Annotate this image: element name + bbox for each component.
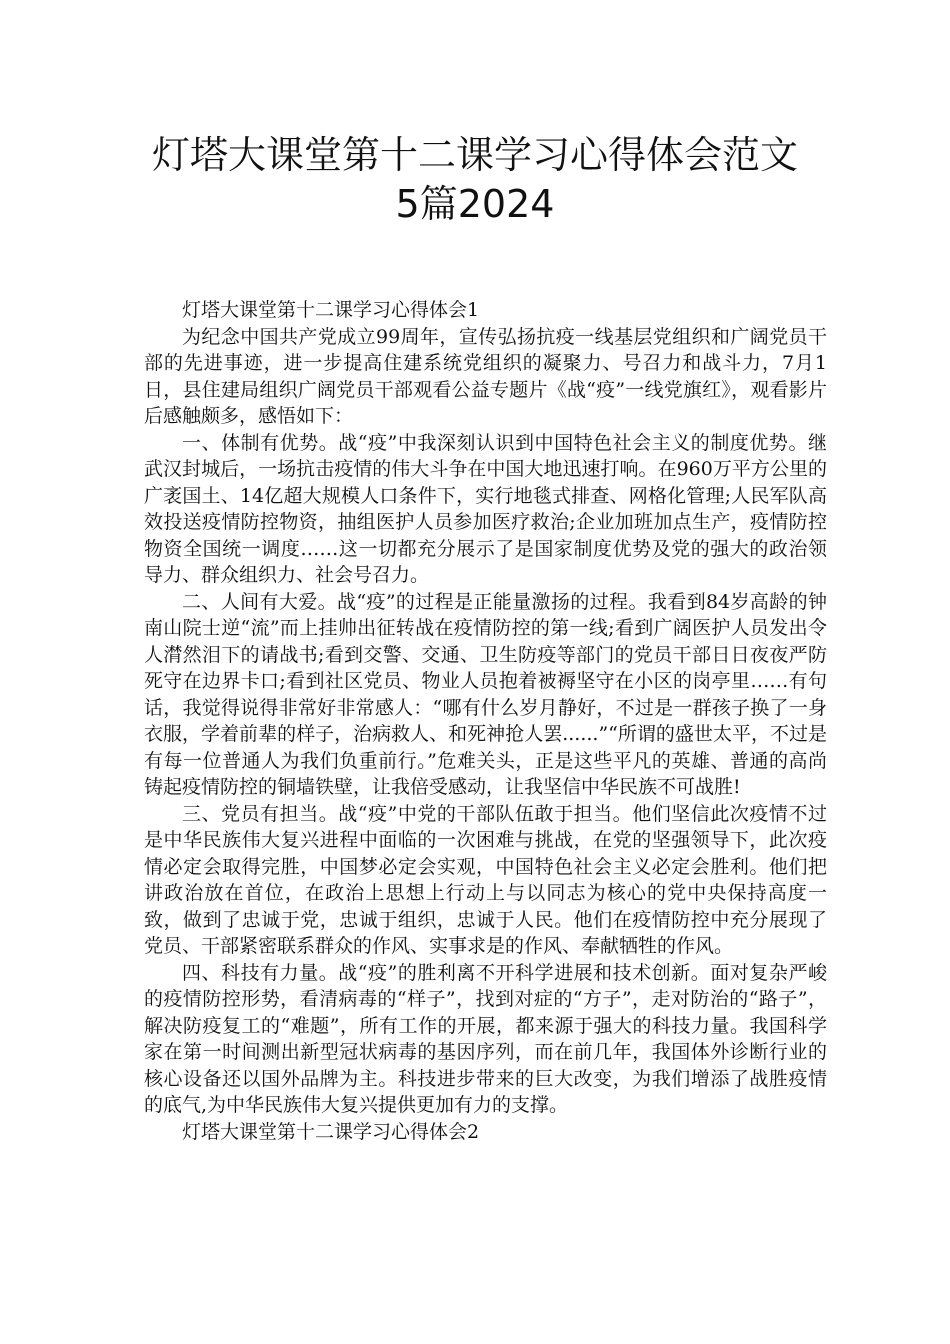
section-heading-1: 灯塔大课堂第十二课学习心得体会1 <box>182 299 480 321</box>
paragraph-point-4: 四、科技有力量。战“疫”的胜利离不开科学进展和技术创新。面对复杂严峻的疫情防控形势，看清病毒的“样子”，找到对症的“方子”，走对防治的“路子”，解决防疫复工的“难题”，所有工作的开展，都来源于强大的科技力量。我国科学家在第一时间测出新型冠状病毒的基因序列，而在前几年，我国体外诊断行业的核心设备还以国外品牌为主。科技进步带来的巨大改变，为我们增添了战胜疫情的底气,为中华民族伟大复兴提供更加有力的支撑。 <box>144 961 827 1116</box>
section-heading-2: 灯塔大课堂第十二课学习心得体会2 <box>182 1120 480 1143</box>
document-title-line1: 灯塔大课堂第十二课学习心得体会范文 <box>151 133 798 177</box>
paragraph-point-1: 一、体制有优势。战“疫”中我深刻认识到中国特色社会主义的制度优势。继武汉封城后，一场抗击疫情的伟大斗争在中国大地迅速打响。在960万平方公里的广袤国土、14亿超大规模人口条件下，实行地毯式排查、网格化管理;人民军队高效投送疫情防控物资，抽组医护人员参加医疗救治;企业加班加点生产，疫情防控物资全国统一调度……这一切都充分展示了是国家制度优势及党的强大的政治领导力、群众组织力、社会号召力。 <box>144 431 827 586</box>
paragraph-point-2: 二、人间有大爱。战“疫”的过程是正能量激扬的过程。我看到84岁高龄的钟南山院士逆“流”而上挂帅出征转战在疫情防控的第一线;看到广阔医护人员发出令人潸然泪下的请战书;看到交警、交通、卫生防疫等部门的党员干部日日夜夜严防死守在边界卡口;看到社区党员、物业人员抱着被褥坚守在小区的岗亭里……有句话，我觉得说得非常好非常感人：“哪有什么岁月静好，不过是一群孩子换了一身衣服，学着前辈的样子，治病救人、和死神抢人罢......”“所谓的盛世太平，不过是有每一位普通人为我们负重前行。”危难关头，正是这些平凡的英雄、普通的高尚铸起疫情防控的铜墙铁壁，让我倍受感动，让我坚信中华民族不可战胜! <box>144 590 827 798</box>
document-title-line2: 5篇2024 <box>395 182 555 226</box>
document-body <box>144 297 827 1145</box>
paragraph-point-3: 三、党员有担当。战“疫”中党的干部队伍敢于担当。他们坚信此次疫情不过是中华民族伟大复兴进程中面临的一次困难与挑战，在党的坚强领导下，此次疫情必定会取得完胜，中国梦必定会实观，中国特色社会主义必定会胜利。他们把讲政治放在首位，在政治上思想上行动上与以同志为核心的党中央保持高度一致，做到了忠诚于党，忠诚于组织，忠诚于人民。他们在疫情防控中充分展现了党员、干部紧密联系群众的作风、实事求是的作风、奉献牺牲的作风。 <box>144 802 827 957</box>
paragraph-intro: 为纪念中国共产党成立99周年，宣传弘扬抗疫一线基层党组织和广阔党员干部的先进事迹，进一步提高住建系统党组织的凝聚力、号召力和战斗力，7月1日，县住建局组织广阔党员干部观看公益专题片《战“疫”一线党旗红》，观看影片后感触颇多，感悟如下： <box>144 325 827 427</box>
